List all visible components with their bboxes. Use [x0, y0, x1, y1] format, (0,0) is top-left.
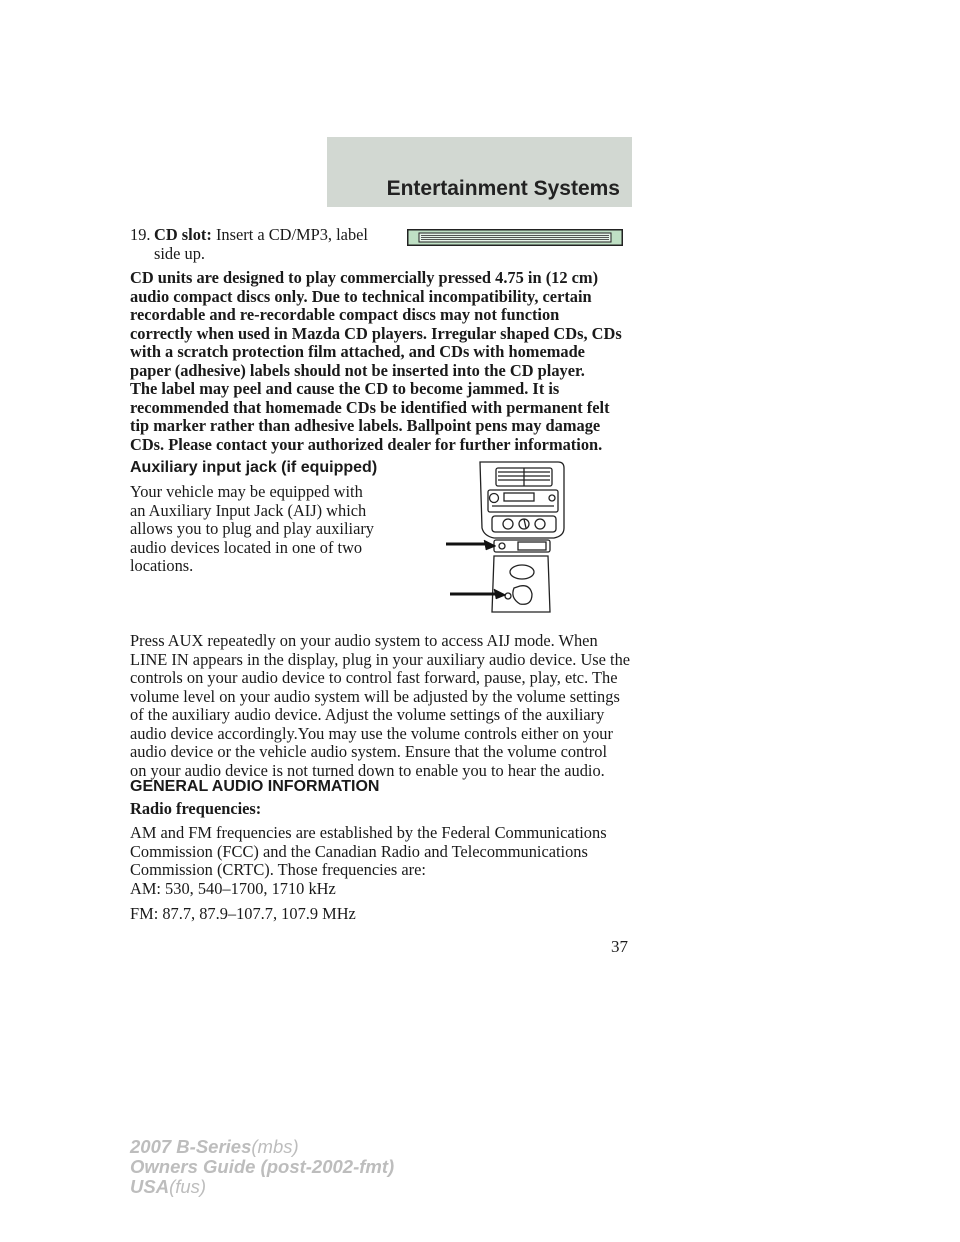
aux-body-line: controls on your audio device to control fast forward, pause, play, etc. The: [130, 668, 618, 687]
general-body-line: Commission (CRTC). Those frequencies are:: [130, 860, 426, 879]
cd-warning-line: The label may peel and cause the CD to become jammed. It is: [130, 379, 560, 398]
radio-frequencies-subheading: Radio frequencies:: [130, 799, 262, 818]
aux-body-paragraph: [130, 632, 650, 780]
aux-body-line: on your audio device is not turned down to enable you to hear the audio.: [130, 760, 605, 780]
footer-market-code: (fus): [169, 1176, 207, 1197]
aux-intro-line: an Auxiliary Input Jack (AIJ) which: [130, 500, 367, 520]
general-body-line: Commission (FCC) and the Canadian Radio and Telecommunications: [130, 841, 588, 861]
cd-warning-line: recommended that homemade CDs be identified with permanent felt: [130, 397, 610, 417]
section-header-band: [327, 137, 632, 207]
cd-slot-illustration: [407, 229, 623, 246]
aux-heading: Auxiliary input jack (if equipped): [130, 459, 378, 476]
aux-intro-line: allows you to plug and play auxiliary: [130, 519, 374, 538]
aux-intro-line: audio devices located in one of two: [130, 537, 363, 557]
aux-body-line: LINE IN appears in the display, plug in your auxiliary audio device. Use the: [130, 649, 631, 669]
cd-warning-line: correctly when used in Mazda CD players. Irregular shaped CDs, CDs: [130, 323, 622, 343]
aux-body-line: Press AUX repeatedly on your audio system to access AIJ mode. When: [130, 631, 598, 650]
cd-slot-text-1: Insert a CD/MP3, label: [215, 225, 368, 244]
cd-slot-label: CD slot:: [154, 225, 212, 244]
aux-body-line: of the auxiliary audio device. Adjust the volume settings of the auxiliary: [130, 705, 605, 724]
aux-body-line: volume level on your audio system will be adjusted by the volume settings: [130, 686, 620, 706]
page-number: 37: [611, 937, 628, 956]
footer-model: 2007 B-Series: [130, 1136, 252, 1157]
general-audio-paragraph: [130, 824, 650, 880]
footer-guide: Owners Guide (post-2002-fmt): [130, 1156, 395, 1177]
cd-slot-text-2: side up.: [154, 243, 205, 263]
document-footer: [130, 1137, 394, 1197]
item-number: 19.: [130, 225, 151, 244]
fm-frequencies: FM: 87.7, 87.9–107.7, 107.9 MHz: [130, 904, 356, 923]
section-title: Entertainment Systems: [386, 177, 620, 200]
cd-slot-item: [130, 226, 390, 263]
cd-warning-line: recordable and re-recordable compact discs may not function: [130, 305, 560, 324]
cd-warning-line: CD units are designed to play commercially pressed 4.75 in (12 cm): [130, 268, 599, 287]
am-frequencies: AM: 530, 540–1700, 1710 kHz: [130, 879, 336, 898]
aux-body-line: audio device or the vehicle audio system. Ensure that the volume control: [130, 742, 608, 761]
aux-body-line: audio device accordingly.You may use the volume controls either on your: [130, 723, 613, 743]
cd-warning-line: with a scratch protection film attached, and CDs with homemade: [130, 342, 585, 361]
center-console-illustration: [440, 458, 570, 618]
aux-intro: [130, 483, 400, 576]
cd-warning-line: tip marker rather than adhesive labels. Ballpoint pens may damage: [130, 416, 601, 435]
aux-intro-line: locations.: [130, 556, 194, 575]
general-audio-heading: GENERAL AUDIO INFORMATION: [130, 778, 380, 795]
general-body-line: AM and FM frequencies are established by the Federal Communications: [130, 823, 607, 842]
aux-intro-line: Your vehicle may be equipped with: [130, 482, 363, 501]
cd-warning-line: CDs. Please contact your authorized dealer for further information.: [130, 434, 603, 454]
cd-warning-paragraph: [130, 269, 640, 454]
cd-warning-line: audio compact discs only. Due to technical incompatibility, certain: [130, 286, 592, 306]
footer-market: USA: [130, 1176, 170, 1197]
cd-warning-line: paper (adhesive) labels should not be inserted into the CD player.: [130, 360, 585, 380]
footer-model-code: (mbs): [251, 1136, 299, 1157]
